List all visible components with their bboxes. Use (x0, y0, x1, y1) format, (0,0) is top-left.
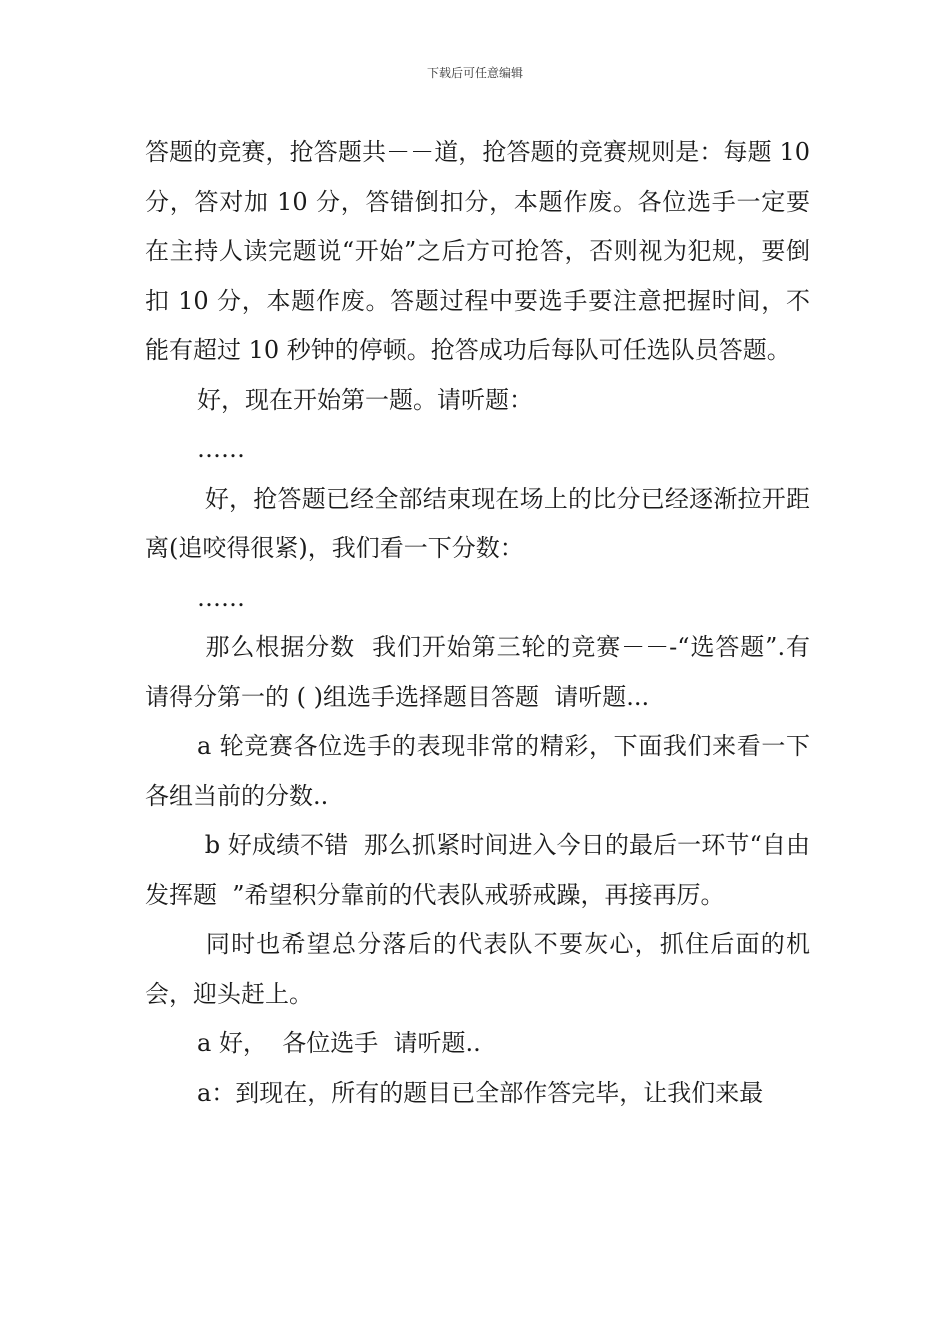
paragraph-closing: a：到现在，所有的题目已全部作答完毕，让我们来最 (197, 1078, 764, 1107)
paragraph-final-round: b 好成绩不错 那么抓紧时间进入今日的最后一环节“自由发挥题 ”希望积分靠前的代表队戒骄戒躁，再接再厉。 (145, 831, 810, 909)
paragraph-listen: a 好， 各位选手 请听题.. (197, 1029, 481, 1057)
page-header: 下载后可任意编辑 (426, 66, 523, 80)
paragraph-current-scores: a 轮竞赛各位选手的表现非常的精彩，下面我们来看一下各组当前的分数.. (145, 732, 810, 810)
paragraph-third-round: 那么根据分数 我们开始第三轮的竞赛－－-“选答题”.有请得分第一的 ( )组选手选择题目答题 请听题... (145, 633, 810, 711)
paragraph-encouragement: 同时也希望总分落后的代表队不要灰心，抓住后面的机会，迎头赶上。 (145, 930, 810, 1008)
paragraph-rules: 答题的竞赛，抢答题共－－道，抢答题的竞赛规则是：每题 10 分，答对加 10 分，答错倒扣分，本题作废。各位选手一定要在主持人读完题说“开始”之后方可抢答，否则视为犯规，要倒扣 10 分，本题作废。答题过程中要选手要注意把握时间，不能有超过 10 秒钟的停顿。抢答成功后每队可任选队员答题。 (145, 138, 818, 364)
paragraph-score-check: 好，抢答题已经全部结束现在场上的比分已经逐渐拉开距离(追咬得很紧)，我们看一下分数： (145, 484, 810, 562)
paragraph-first-question: 好，现在开始第一题。请听题： (197, 385, 533, 414)
document-body (145, 128, 818, 1118)
paragraph-ellipsis: …… (197, 435, 245, 463)
paragraph-ellipsis: …… (197, 583, 245, 612)
